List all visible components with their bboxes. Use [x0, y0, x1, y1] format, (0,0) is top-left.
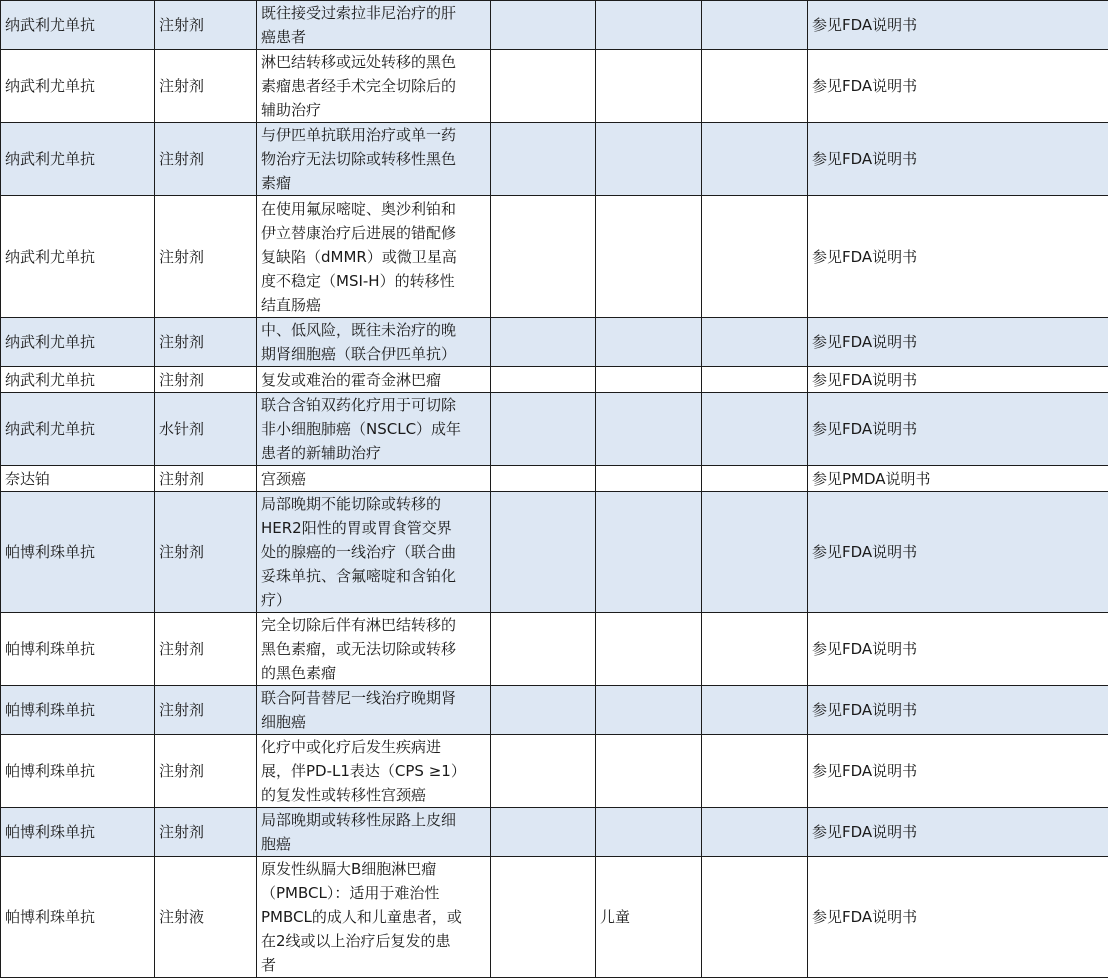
table-row [1, 735, 1108, 808]
indication-line: 联合含铂双药化疗用于可切除 [261, 396, 457, 414]
reference-cell: 参见FDA说明书 [808, 492, 1108, 613]
reference-cell: 参见FDA说明书 [808, 686, 1108, 735]
dosage-form-cell: 注射剂 [155, 492, 257, 613]
indication-cell [257, 367, 491, 393]
indication-line: 结直肠癌 [261, 295, 322, 314]
reference-cell: 参见FDA说明书 [808, 367, 1108, 393]
drug-name-cell: 帕博利珠单抗 [1, 735, 155, 808]
indication-line: 宫颈癌 [261, 469, 307, 488]
indication-line: 原发性纵膈大B细胞淋巴瘤 [261, 860, 437, 878]
indication-cell [257, 123, 491, 196]
indication-line: 妥珠单抗、含氟嘧啶和含铂化 [261, 567, 457, 585]
dosage-form-cell: 注射剂 [155, 808, 257, 857]
population-cell [596, 735, 702, 808]
table-row [1, 50, 1108, 123]
indication-line: 的复发性或转移性宫颈癌 [261, 786, 427, 804]
dosage-form-cell: 注射剂 [155, 367, 257, 393]
drug-name-cell: 帕博利珠单抗 [1, 857, 155, 978]
indication-line: 淋巴结转移或远处转移的黑色 [261, 53, 457, 71]
indication-line: 化疗中或化疗后发生疾病进 [261, 738, 442, 756]
table-row [1, 808, 1108, 857]
reference-cell: 参见FDA说明书 [808, 50, 1108, 123]
column-6-cell [702, 686, 808, 735]
table-row [1, 196, 1108, 318]
indication-line: 在2线或以上治疗后复发的患 [261, 932, 451, 950]
dosage-form-cell: 注射剂 [155, 50, 257, 123]
dosage-form-cell: 注射液 [155, 857, 257, 978]
drug-name-cell: 纳武利尤单抗 [1, 50, 155, 123]
column-6-cell [702, 1, 808, 50]
column-6-cell [702, 466, 808, 492]
indication-line: PMBCL的成人和儿童患者，或 [261, 908, 462, 926]
indication-cell [257, 735, 491, 808]
population-cell [596, 686, 702, 735]
population-cell [596, 318, 702, 367]
population-cell [596, 50, 702, 123]
indication-cell [257, 466, 491, 492]
column-4-cell [491, 686, 596, 735]
indication-line: 既往接受过索拉非尼治疗的肝 [261, 4, 457, 22]
column-4-cell [491, 808, 596, 857]
reference-cell: 参见FDA说明书 [808, 196, 1108, 318]
column-4-cell [491, 50, 596, 123]
drug-name-cell: 纳武利尤单抗 [1, 1, 155, 50]
dosage-form-cell: 注射剂 [155, 123, 257, 196]
population-cell [596, 367, 702, 393]
dosage-form-cell: 注射剂 [155, 466, 257, 492]
indication-line: 联合阿昔替尼一线治疗晚期肾 [261, 689, 457, 707]
column-4-cell [491, 318, 596, 367]
indication-line: 处的腺癌的一线治疗（联合曲 [261, 543, 457, 561]
reference-cell: 参见PMDA说明书 [808, 466, 1108, 492]
column-6-cell [702, 318, 808, 367]
table-row [1, 613, 1108, 686]
indication-line: 非小细胞肺癌（NSCLC）成年 [261, 420, 462, 438]
column-4-cell [491, 857, 596, 978]
indication-line: 度不稳定（MSI-H）的转移性 [261, 271, 455, 290]
indication-line: 与伊匹单抗联用治疗或单一药 [261, 126, 457, 144]
indication-line: 素瘤患者经手术完全切除后的 [261, 77, 457, 95]
indication-line: 辅助治疗 [261, 101, 322, 119]
dosage-form-cell: 注射剂 [155, 686, 257, 735]
indication-line: 局部晚期不能切除或转移的 [261, 495, 442, 513]
table-row [1, 686, 1108, 735]
indication-line: 者 [261, 956, 277, 974]
table-row [1, 318, 1108, 367]
reference-cell: 参见FDA说明书 [808, 613, 1108, 686]
reference-cell: 参见FDA说明书 [808, 318, 1108, 367]
indication-line: 疗） [261, 591, 292, 609]
drug-name-cell: 纳武利尤单抗 [1, 393, 155, 466]
indication-line: 伊立替康治疗后进展的错配修 [261, 223, 457, 242]
population-cell [596, 196, 702, 318]
drug-name-cell: 纳武利尤单抗 [1, 367, 155, 393]
indication-line: （PMBCL）：适用于难治性 [261, 884, 440, 902]
dosage-form-cell: 注射剂 [155, 735, 257, 808]
table-row [1, 123, 1108, 196]
indication-line: 癌患者 [261, 28, 307, 46]
indication-line: 物治疗无法切除或转移性黑色 [261, 150, 457, 168]
indication-line: 中、低风险，既往未治疗的晚 [261, 321, 457, 339]
indication-line: 在使用氟尿嘧啶、奥沙利铂和 [261, 199, 457, 218]
indication-cell [257, 50, 491, 123]
indication-line: 黑色素瘤，或无法切除或转移 [261, 640, 457, 658]
indication-cell [257, 1, 491, 50]
reference-cell: 参见FDA说明书 [808, 857, 1108, 978]
drug-name-cell: 帕博利珠单抗 [1, 613, 155, 686]
dosage-form-cell: 注射剂 [155, 1, 257, 50]
column-4-cell [491, 367, 596, 393]
column-4-cell [491, 123, 596, 196]
indication-line: 胞癌 [261, 835, 292, 853]
indication-cell [257, 686, 491, 735]
indication-line: 期肾细胞癌（联合伊匹单抗） [261, 345, 457, 363]
population-cell [596, 492, 702, 613]
indication-line: 完全切除后伴有淋巴结转移的 [261, 616, 457, 634]
indication-line: 展，伴PD-L1表达（CPS ≥1） [261, 762, 466, 780]
indication-cell [257, 492, 491, 613]
table-row [1, 857, 1108, 978]
drug-name-cell: 奈达铂 [1, 466, 155, 492]
column-4-cell [491, 492, 596, 613]
population-cell [596, 123, 702, 196]
drug-name-cell: 帕博利珠单抗 [1, 808, 155, 857]
column-6-cell [702, 367, 808, 393]
population-cell [596, 393, 702, 466]
indication-line: 素瘤 [261, 174, 292, 192]
indication-cell [257, 857, 491, 978]
column-6-cell [702, 123, 808, 196]
table-row [1, 393, 1108, 466]
column-6-cell [702, 857, 808, 978]
table-row [1, 466, 1108, 492]
population-cell [596, 1, 702, 50]
column-4-cell [491, 196, 596, 318]
column-6-cell [702, 196, 808, 318]
indication-line: 复缺陷（dMMR）或微卫星高 [261, 247, 457, 266]
indication-line: 的黑色素瘤 [261, 664, 337, 682]
population-cell [596, 466, 702, 492]
column-6-cell [702, 50, 808, 123]
column-4-cell [491, 466, 596, 492]
drug-name-cell: 帕博利珠单抗 [1, 492, 155, 613]
column-6-cell [702, 613, 808, 686]
indication-cell [257, 393, 491, 466]
column-4-cell [491, 613, 596, 686]
column-6-cell [702, 808, 808, 857]
indication-cell [257, 196, 491, 318]
indication-line: 局部晚期或转移性尿路上皮细 [261, 811, 457, 829]
drug-name-cell: 纳武利尤单抗 [1, 123, 155, 196]
column-4-cell [491, 393, 596, 466]
reference-cell: 参见FDA说明书 [808, 123, 1108, 196]
dosage-form-cell: 注射剂 [155, 613, 257, 686]
drug-name-cell: 纳武利尤单抗 [1, 196, 155, 318]
column-6-cell [702, 492, 808, 613]
population-cell [596, 808, 702, 857]
indication-cell [257, 808, 491, 857]
column-4-cell [491, 1, 596, 50]
indication-line: 复发或难治的霍奇金淋巴瘤 [261, 370, 442, 389]
drug-name-cell: 纳武利尤单抗 [1, 318, 155, 367]
table-row [1, 492, 1108, 613]
column-6-cell [702, 393, 808, 466]
indication-line: HER2阳性的胃或胃食管交界 [261, 519, 452, 537]
indication-line: 患者的新辅助治疗 [261, 444, 382, 462]
column-6-cell [702, 735, 808, 808]
dosage-form-cell: 水针剂 [155, 393, 257, 466]
population-cell: 儿童 [596, 857, 702, 978]
reference-cell: 参见FDA说明书 [808, 735, 1108, 808]
column-4-cell [491, 735, 596, 808]
table-row [1, 367, 1108, 393]
indication-cell [257, 613, 491, 686]
population-cell [596, 613, 702, 686]
dosage-form-cell: 注射剂 [155, 318, 257, 367]
reference-cell: 参见FDA说明书 [808, 1, 1108, 50]
indication-line: 细胞癌 [261, 713, 307, 731]
dosage-form-cell: 注射剂 [155, 196, 257, 318]
table-row [1, 1, 1108, 50]
reference-cell: 参见FDA说明书 [808, 393, 1108, 466]
indication-cell [257, 318, 491, 367]
reference-cell: 参见FDA说明书 [808, 808, 1108, 857]
drug-name-cell: 帕博利珠单抗 [1, 686, 155, 735]
